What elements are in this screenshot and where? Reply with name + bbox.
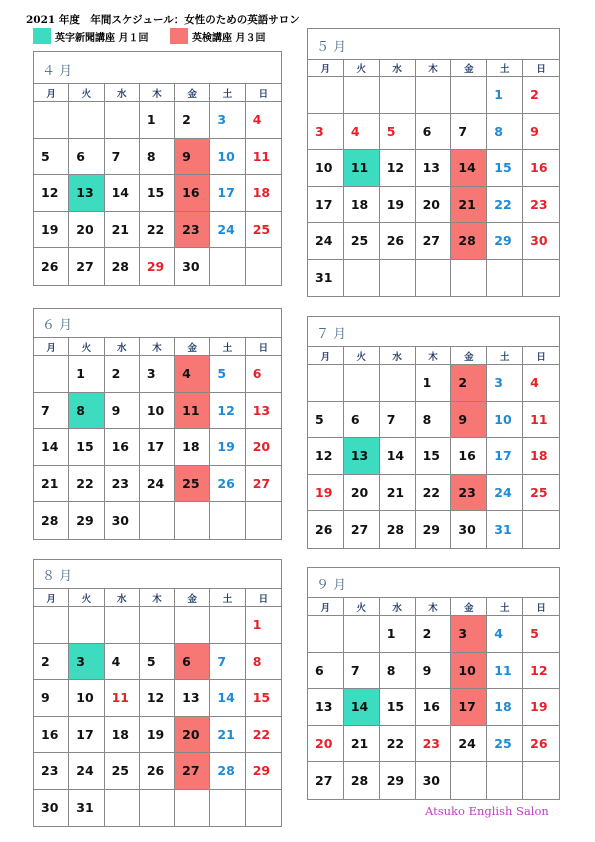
day-cell: 16 bbox=[175, 175, 210, 212]
day-cell: 27 bbox=[308, 762, 344, 799]
day-cell: 16 bbox=[451, 438, 487, 475]
day-cell: 23 bbox=[523, 187, 559, 224]
footer-salon-name: Atsuko English Salon bbox=[425, 804, 549, 818]
month-title: ８ 月 bbox=[34, 560, 281, 589]
day-cell: 28 bbox=[34, 502, 69, 539]
day-cell: 23 bbox=[451, 475, 487, 512]
weekday-header: 土 bbox=[210, 589, 245, 607]
empty-cell bbox=[69, 102, 104, 139]
day-cell: 28 bbox=[210, 753, 245, 790]
day-cell: 19 bbox=[523, 689, 559, 726]
day-cell: 17 bbox=[451, 689, 487, 726]
day-cell: 26 bbox=[523, 726, 559, 763]
day-cell: 29 bbox=[487, 223, 523, 260]
weekday-header: 金 bbox=[175, 589, 210, 607]
month-title: ９ 月 bbox=[308, 568, 559, 598]
day-cell: 7 bbox=[380, 402, 416, 439]
day-cell: 8 bbox=[69, 393, 104, 430]
weekday-header: 金 bbox=[451, 598, 487, 616]
day-cell: 29 bbox=[246, 753, 281, 790]
legend-label-newspaper: 英字新聞講座 月１回 bbox=[55, 32, 149, 44]
day-cell: 4 bbox=[344, 114, 380, 151]
empty-cell bbox=[210, 790, 245, 827]
day-cell: 2 bbox=[34, 644, 69, 681]
day-cell: 9 bbox=[34, 680, 69, 717]
weekday-header: 火 bbox=[69, 84, 104, 102]
empty-cell bbox=[175, 502, 210, 539]
empty-cell bbox=[308, 616, 344, 653]
day-cell: 9 bbox=[105, 393, 140, 430]
empty-cell bbox=[69, 607, 104, 644]
month-title: ４ 月 bbox=[34, 52, 281, 84]
day-cell: 11 bbox=[105, 680, 140, 717]
empty-cell bbox=[380, 77, 416, 114]
empty-cell bbox=[416, 260, 452, 297]
weekday-header: 土 bbox=[210, 338, 245, 356]
day-cell: 4 bbox=[175, 356, 210, 393]
day-cell: 11 bbox=[344, 150, 380, 187]
day-cell: 29 bbox=[380, 762, 416, 799]
day-cell: 26 bbox=[34, 248, 69, 285]
day-cell: 1 bbox=[380, 616, 416, 653]
day-cell: 10 bbox=[308, 150, 344, 187]
day-cell: 27 bbox=[175, 753, 210, 790]
day-cell: 14 bbox=[34, 429, 69, 466]
empty-cell bbox=[308, 365, 344, 402]
day-cell: 12 bbox=[210, 393, 245, 430]
day-cell: 16 bbox=[34, 717, 69, 754]
day-cell: 11 bbox=[175, 393, 210, 430]
day-cell: 9 bbox=[175, 139, 210, 176]
day-cell: 19 bbox=[140, 717, 175, 754]
day-cell: 18 bbox=[487, 689, 523, 726]
day-cell: 29 bbox=[140, 248, 175, 285]
day-cell: 4 bbox=[523, 365, 559, 402]
day-cell: 14 bbox=[210, 680, 245, 717]
day-cell: 22 bbox=[380, 726, 416, 763]
day-cell: 1 bbox=[140, 102, 175, 139]
empty-cell bbox=[140, 502, 175, 539]
day-cell: 19 bbox=[34, 212, 69, 249]
day-cell: 12 bbox=[308, 438, 344, 475]
day-cell: 24 bbox=[140, 466, 175, 503]
weekday-header: 金 bbox=[451, 347, 487, 365]
day-cell: 7 bbox=[451, 114, 487, 151]
empty-cell bbox=[344, 260, 380, 297]
weekday-header: 土 bbox=[210, 84, 245, 102]
day-cell: 17 bbox=[210, 175, 245, 212]
empty-cell bbox=[451, 260, 487, 297]
empty-cell bbox=[344, 365, 380, 402]
weekday-header: 水 bbox=[380, 347, 416, 365]
day-cell: 28 bbox=[380, 511, 416, 548]
day-cell: 13 bbox=[69, 175, 104, 212]
day-cell: 9 bbox=[416, 653, 452, 690]
day-cell: 12 bbox=[140, 680, 175, 717]
calendar-may bbox=[307, 28, 560, 297]
day-cell: 6 bbox=[416, 114, 452, 151]
day-cell: 27 bbox=[246, 466, 281, 503]
day-cell: 8 bbox=[140, 139, 175, 176]
day-cell: 26 bbox=[210, 466, 245, 503]
day-cell: 10 bbox=[69, 680, 104, 717]
weekday-header: 日 bbox=[246, 338, 281, 356]
day-cell: 5 bbox=[34, 139, 69, 176]
day-cell: 2 bbox=[105, 356, 140, 393]
empty-cell bbox=[246, 248, 281, 285]
day-cell: 5 bbox=[308, 402, 344, 439]
day-cell: 23 bbox=[416, 726, 452, 763]
legend-label-eiken: 英検講座 月３回 bbox=[192, 32, 266, 44]
legend-swatch-green bbox=[33, 28, 51, 44]
day-cell: 24 bbox=[487, 475, 523, 512]
legend-newspaper bbox=[33, 28, 148, 44]
day-cell: 11 bbox=[246, 139, 281, 176]
day-cell: 24 bbox=[69, 753, 104, 790]
weekday-header: 金 bbox=[175, 338, 210, 356]
day-cell: 24 bbox=[210, 212, 245, 249]
empty-cell bbox=[246, 502, 281, 539]
month-title: ７ 月 bbox=[308, 317, 559, 347]
calendar-july bbox=[307, 316, 560, 549]
weekday-header: 土 bbox=[487, 60, 523, 77]
day-cell: 20 bbox=[175, 717, 210, 754]
day-cell: 19 bbox=[380, 187, 416, 224]
day-cell: 23 bbox=[105, 466, 140, 503]
day-cell: 20 bbox=[246, 429, 281, 466]
month-title: ５ 月 bbox=[308, 29, 559, 60]
empty-cell bbox=[210, 607, 245, 644]
day-cell: 21 bbox=[380, 475, 416, 512]
weekday-header: 水 bbox=[105, 589, 140, 607]
day-cell: 18 bbox=[105, 717, 140, 754]
day-cell: 30 bbox=[105, 502, 140, 539]
day-cell: 3 bbox=[140, 356, 175, 393]
day-cell: 15 bbox=[380, 689, 416, 726]
day-cell: 21 bbox=[210, 717, 245, 754]
day-cell: 30 bbox=[175, 248, 210, 285]
empty-cell bbox=[175, 607, 210, 644]
day-cell: 27 bbox=[416, 223, 452, 260]
day-cell: 14 bbox=[344, 689, 380, 726]
weekday-header: 木 bbox=[416, 598, 452, 616]
empty-cell bbox=[380, 260, 416, 297]
day-cell: 1 bbox=[246, 607, 281, 644]
weekday-header: 木 bbox=[416, 347, 452, 365]
day-cell: 18 bbox=[344, 187, 380, 224]
day-cell: 5 bbox=[140, 644, 175, 681]
empty-cell bbox=[451, 77, 487, 114]
weekday-header: 月 bbox=[308, 347, 344, 365]
weekday-header: 月 bbox=[308, 60, 344, 77]
empty-cell bbox=[34, 607, 69, 644]
weekday-header: 日 bbox=[523, 598, 559, 616]
day-cell: 26 bbox=[380, 223, 416, 260]
day-cell: 2 bbox=[451, 365, 487, 402]
weekday-header: 日 bbox=[523, 347, 559, 365]
day-cell: 12 bbox=[34, 175, 69, 212]
day-cell: 23 bbox=[34, 753, 69, 790]
day-cell: 17 bbox=[69, 717, 104, 754]
day-cell: 16 bbox=[416, 689, 452, 726]
day-cell: 1 bbox=[69, 356, 104, 393]
day-cell: 25 bbox=[105, 753, 140, 790]
day-cell: 7 bbox=[105, 139, 140, 176]
weekday-header: 木 bbox=[140, 589, 175, 607]
day-cell: 4 bbox=[487, 616, 523, 653]
calendar-september bbox=[307, 567, 560, 800]
empty-cell bbox=[344, 616, 380, 653]
weekday-header: 火 bbox=[69, 589, 104, 607]
day-cell: 26 bbox=[140, 753, 175, 790]
day-cell: 16 bbox=[105, 429, 140, 466]
day-cell: 15 bbox=[140, 175, 175, 212]
day-cell: 11 bbox=[523, 402, 559, 439]
day-cell: 21 bbox=[451, 187, 487, 224]
weekday-header: 日 bbox=[246, 84, 281, 102]
day-cell: 13 bbox=[175, 680, 210, 717]
month-title: ６ 月 bbox=[34, 309, 281, 338]
day-cell: 4 bbox=[246, 102, 281, 139]
weekday-header: 木 bbox=[416, 60, 452, 77]
day-cell: 2 bbox=[416, 616, 452, 653]
empty-cell bbox=[140, 607, 175, 644]
weekday-header: 木 bbox=[140, 338, 175, 356]
day-cell: 8 bbox=[246, 644, 281, 681]
empty-cell bbox=[105, 607, 140, 644]
day-cell: 5 bbox=[523, 616, 559, 653]
day-cell: 7 bbox=[210, 644, 245, 681]
day-cell: 11 bbox=[487, 653, 523, 690]
day-cell: 21 bbox=[34, 466, 69, 503]
day-cell: 13 bbox=[246, 393, 281, 430]
day-cell: 29 bbox=[69, 502, 104, 539]
weekday-header: 火 bbox=[344, 598, 380, 616]
day-cell: 23 bbox=[175, 212, 210, 249]
day-cell: 3 bbox=[308, 114, 344, 151]
empty-cell bbox=[210, 248, 245, 285]
empty-cell bbox=[105, 790, 140, 827]
day-cell: 26 bbox=[308, 511, 344, 548]
day-cell: 30 bbox=[416, 762, 452, 799]
weekday-header: 月 bbox=[34, 589, 69, 607]
weekday-header: 月 bbox=[34, 338, 69, 356]
empty-cell bbox=[344, 77, 380, 114]
empty-cell bbox=[34, 102, 69, 139]
day-cell: 28 bbox=[344, 762, 380, 799]
day-cell: 24 bbox=[308, 223, 344, 260]
weekday-header: 水 bbox=[380, 60, 416, 77]
weekday-header: 日 bbox=[523, 60, 559, 77]
weekday-header: 木 bbox=[140, 84, 175, 102]
empty-cell bbox=[380, 365, 416, 402]
weekday-header: 水 bbox=[380, 598, 416, 616]
day-cell: 22 bbox=[487, 187, 523, 224]
day-cell: 14 bbox=[380, 438, 416, 475]
day-cell: 10 bbox=[451, 653, 487, 690]
day-cell: 8 bbox=[487, 114, 523, 151]
day-cell: 27 bbox=[69, 248, 104, 285]
calendar-august bbox=[33, 559, 282, 827]
day-cell: 22 bbox=[140, 212, 175, 249]
day-cell: 2 bbox=[523, 77, 559, 114]
day-cell: 28 bbox=[451, 223, 487, 260]
day-cell: 20 bbox=[416, 187, 452, 224]
day-cell: 16 bbox=[523, 150, 559, 187]
day-cell: 30 bbox=[523, 223, 559, 260]
day-cell: 13 bbox=[344, 438, 380, 475]
day-cell: 2 bbox=[175, 102, 210, 139]
weekday-header: 火 bbox=[69, 338, 104, 356]
calendar-april bbox=[33, 51, 282, 286]
day-cell: 18 bbox=[523, 438, 559, 475]
day-cell: 30 bbox=[451, 511, 487, 548]
day-cell: 4 bbox=[105, 644, 140, 681]
weekday-header: 火 bbox=[344, 347, 380, 365]
day-cell: 25 bbox=[523, 475, 559, 512]
weekday-header: 土 bbox=[487, 347, 523, 365]
day-cell: 21 bbox=[105, 212, 140, 249]
weekday-header: 月 bbox=[308, 598, 344, 616]
empty-cell bbox=[523, 511, 559, 548]
day-cell: 29 bbox=[416, 511, 452, 548]
empty-cell bbox=[105, 102, 140, 139]
day-cell: 31 bbox=[308, 260, 344, 297]
day-cell: 28 bbox=[105, 248, 140, 285]
weekday-header: 水 bbox=[105, 84, 140, 102]
day-cell: 3 bbox=[69, 644, 104, 681]
day-cell: 17 bbox=[487, 438, 523, 475]
day-cell: 8 bbox=[380, 653, 416, 690]
empty-cell bbox=[246, 790, 281, 827]
day-cell: 13 bbox=[308, 689, 344, 726]
day-cell: 22 bbox=[416, 475, 452, 512]
weekday-header: 金 bbox=[175, 84, 210, 102]
day-cell: 3 bbox=[210, 102, 245, 139]
day-cell: 12 bbox=[523, 653, 559, 690]
page-title: 2021 年度 年間スケジュール：女性のための英語サロン bbox=[26, 14, 300, 26]
legend-swatch-red bbox=[170, 28, 188, 44]
weekday-header: 金 bbox=[451, 60, 487, 77]
empty-cell bbox=[487, 762, 523, 799]
day-cell: 25 bbox=[246, 212, 281, 249]
weekday-header: 水 bbox=[105, 338, 140, 356]
day-cell: 31 bbox=[69, 790, 104, 827]
empty-cell bbox=[308, 77, 344, 114]
day-cell: 9 bbox=[451, 402, 487, 439]
day-cell: 18 bbox=[246, 175, 281, 212]
day-cell: 6 bbox=[175, 644, 210, 681]
empty-cell bbox=[140, 790, 175, 827]
empty-cell bbox=[210, 502, 245, 539]
day-cell: 19 bbox=[308, 475, 344, 512]
empty-cell bbox=[523, 260, 559, 297]
day-cell: 6 bbox=[344, 402, 380, 439]
day-cell: 7 bbox=[344, 653, 380, 690]
day-cell: 1 bbox=[416, 365, 452, 402]
day-cell: 6 bbox=[69, 139, 104, 176]
day-cell: 22 bbox=[246, 717, 281, 754]
day-cell: 25 bbox=[344, 223, 380, 260]
day-cell: 31 bbox=[487, 511, 523, 548]
day-cell: 13 bbox=[416, 150, 452, 187]
day-cell: 14 bbox=[451, 150, 487, 187]
day-cell: 25 bbox=[487, 726, 523, 763]
day-cell: 5 bbox=[380, 114, 416, 151]
empty-cell bbox=[451, 762, 487, 799]
day-cell: 15 bbox=[416, 438, 452, 475]
day-cell: 6 bbox=[308, 653, 344, 690]
day-cell: 9 bbox=[523, 114, 559, 151]
day-cell: 25 bbox=[175, 466, 210, 503]
day-cell: 10 bbox=[487, 402, 523, 439]
day-cell: 20 bbox=[344, 475, 380, 512]
day-cell: 6 bbox=[246, 356, 281, 393]
day-cell: 27 bbox=[344, 511, 380, 548]
day-cell: 5 bbox=[210, 356, 245, 393]
day-cell: 22 bbox=[69, 466, 104, 503]
day-cell: 30 bbox=[34, 790, 69, 827]
day-cell: 15 bbox=[487, 150, 523, 187]
day-cell: 24 bbox=[451, 726, 487, 763]
weekday-header: 月 bbox=[34, 84, 69, 102]
day-cell: 1 bbox=[487, 77, 523, 114]
weekday-header: 土 bbox=[487, 598, 523, 616]
day-cell: 15 bbox=[246, 680, 281, 717]
day-cell: 8 bbox=[416, 402, 452, 439]
empty-cell bbox=[416, 77, 452, 114]
weekday-header: 火 bbox=[344, 60, 380, 77]
day-cell: 12 bbox=[380, 150, 416, 187]
day-cell: 17 bbox=[308, 187, 344, 224]
weekday-header: 日 bbox=[246, 589, 281, 607]
day-cell: 15 bbox=[69, 429, 104, 466]
calendar-june bbox=[33, 308, 282, 540]
day-cell: 17 bbox=[140, 429, 175, 466]
day-cell: 14 bbox=[105, 175, 140, 212]
day-cell: 19 bbox=[210, 429, 245, 466]
day-cell: 18 bbox=[175, 429, 210, 466]
empty-cell bbox=[523, 762, 559, 799]
day-cell: 10 bbox=[140, 393, 175, 430]
day-cell: 3 bbox=[487, 365, 523, 402]
day-cell: 21 bbox=[344, 726, 380, 763]
empty-cell bbox=[487, 260, 523, 297]
legend-eiken bbox=[170, 28, 265, 44]
empty-cell bbox=[34, 356, 69, 393]
day-cell: 20 bbox=[69, 212, 104, 249]
day-cell: 10 bbox=[210, 139, 245, 176]
empty-cell bbox=[175, 790, 210, 827]
day-cell: 20 bbox=[308, 726, 344, 763]
day-cell: 7 bbox=[34, 393, 69, 430]
day-cell: 3 bbox=[451, 616, 487, 653]
